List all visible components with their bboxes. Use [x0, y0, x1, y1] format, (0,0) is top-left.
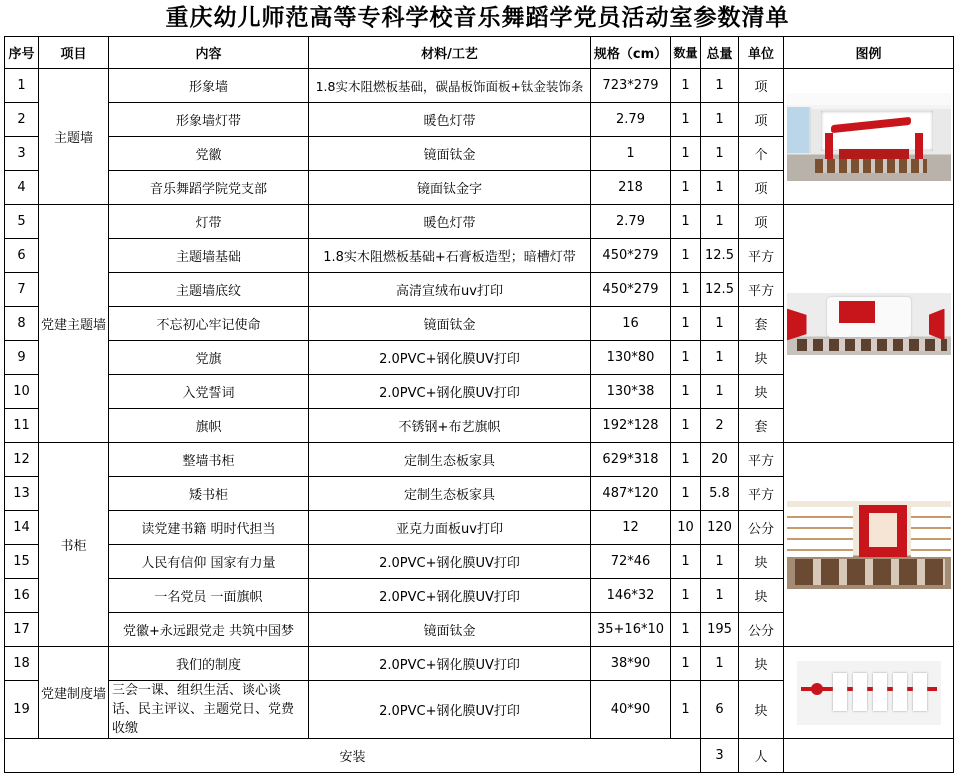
cell-qty: 1	[671, 477, 701, 511]
cell-qty: 1	[671, 137, 701, 171]
cell-no: 7	[5, 273, 39, 307]
cell-qty: 1	[671, 341, 701, 375]
cell-material: 2.0PVC+钢化膜UV打印	[309, 545, 591, 579]
cell-total: 5.8	[701, 477, 739, 511]
header-legend: 图例	[784, 37, 954, 69]
cell-content: 一名党员 一面旗帜	[109, 579, 309, 613]
cell-qty: 1	[671, 545, 701, 579]
cell-no: 8	[5, 307, 39, 341]
cell-unit: 平方	[739, 273, 784, 307]
cell-qty: 1	[671, 579, 701, 613]
cell-unit: 项	[739, 103, 784, 137]
cell-material: 1.8实木阻燃板基础+石膏板造型；暗槽灯带	[309, 239, 591, 273]
cell-spec: 629*318	[591, 443, 671, 477]
header-material: 材料/工艺	[309, 37, 591, 69]
cell-no: 13	[5, 477, 39, 511]
cell-total: 1	[701, 647, 739, 681]
header-spec: 规格（cm）	[591, 37, 671, 69]
cell-spec: 38*90	[591, 647, 671, 681]
cell-material: 暖色灯带	[309, 205, 591, 239]
cell-material: 高清宣绒布uv打印	[309, 273, 591, 307]
cell-no: 10	[5, 375, 39, 409]
cell-unit: 块	[739, 681, 784, 739]
cell-qty: 1	[671, 409, 701, 443]
cell-qty: 1	[671, 239, 701, 273]
cell-total: 1	[701, 171, 739, 205]
cell-material: 镜面钛金	[309, 307, 591, 341]
header-qty: 数量	[671, 37, 701, 69]
install-row	[5, 739, 954, 773]
cell-spec: 130*38	[591, 375, 671, 409]
cell-total: 6	[701, 681, 739, 739]
cell-no: 14	[5, 511, 39, 545]
cell-spec: 218	[591, 171, 671, 205]
table-header-row	[5, 37, 954, 69]
cell-no: 4	[5, 171, 39, 205]
cell-material: 2.0PVC+钢化膜UV打印	[309, 579, 591, 613]
cell-content: 矮书柜	[109, 477, 309, 511]
header-content: 内容	[109, 37, 309, 69]
cell-qty: 1	[671, 443, 701, 477]
cell-qty: 1	[671, 205, 701, 239]
table-row	[5, 69, 954, 103]
cell-content: 党旗	[109, 341, 309, 375]
cell-unit: 套	[739, 307, 784, 341]
cell-material: 亚克力面板uv打印	[309, 511, 591, 545]
cell-material: 镜面钛金	[309, 137, 591, 171]
cell-total: 1	[701, 341, 739, 375]
cell-total: 12.5	[701, 239, 739, 273]
cell-qty: 1	[671, 375, 701, 409]
cell-material: 2.0PVC+钢化膜UV打印	[309, 647, 591, 681]
cell-spec: 40*90	[591, 681, 671, 739]
cell-no: 17	[5, 613, 39, 647]
cell-total: 195	[701, 613, 739, 647]
cell-content: 三会一课、组织生活、谈心谈话、民主评议、主题党日、党费收缴	[109, 681, 309, 739]
cell-unit: 平方	[739, 477, 784, 511]
table-row	[5, 443, 954, 477]
cell-qty: 1	[671, 273, 701, 307]
cell-content: 主题墙底纹	[109, 273, 309, 307]
cell-total: 1	[701, 137, 739, 171]
cell-material: 定制生态板家具	[309, 477, 591, 511]
regulation-wall-image	[797, 661, 941, 725]
cell-content: 党徽+永远跟党走 共筑中国梦	[109, 613, 309, 647]
cell-unit: 平方	[739, 443, 784, 477]
cell-unit: 公分	[739, 511, 784, 545]
cell-unit: 块	[739, 647, 784, 681]
cell-total: 1	[701, 69, 739, 103]
cell-material: 暖色灯带	[309, 103, 591, 137]
cell-unit: 个	[739, 137, 784, 171]
cell-content: 党徽	[109, 137, 309, 171]
cell-total: 1	[701, 545, 739, 579]
cell-no: 16	[5, 579, 39, 613]
table-row	[5, 647, 954, 681]
cell-qty: 1	[671, 103, 701, 137]
cell-total: 20	[701, 443, 739, 477]
cell-unit: 项	[739, 69, 784, 103]
header-unit: 单位	[739, 37, 784, 69]
cell-content: 主题墙基础	[109, 239, 309, 273]
install-legend-empty	[784, 739, 954, 773]
cell-content: 不忘初心牢记使命	[109, 307, 309, 341]
cell-content: 灯带	[109, 205, 309, 239]
cell-spec: 192*128	[591, 409, 671, 443]
cell-total: 1	[701, 205, 739, 239]
cell-qty: 1	[671, 613, 701, 647]
cell-content: 形象墙灯带	[109, 103, 309, 137]
legend-picture-cell	[784, 443, 954, 647]
header-item: 项目	[39, 37, 109, 69]
meeting-room-image	[787, 93, 951, 181]
cell-spec: 487*120	[591, 477, 671, 511]
cell-content: 旗帜	[109, 409, 309, 443]
cell-unit: 块	[739, 579, 784, 613]
cell-spec: 723*279	[591, 69, 671, 103]
cell-qty: 1	[671, 647, 701, 681]
cell-total: 1	[701, 375, 739, 409]
cell-content: 形象墙	[109, 69, 309, 103]
cell-spec: 130*80	[591, 341, 671, 375]
cell-no: 1	[5, 69, 39, 103]
cell-spec: 450*279	[591, 273, 671, 307]
cell-material: 1.8实木阻燃板基础，碳晶板饰面板+钛金装饰条	[309, 69, 591, 103]
cell-unit: 块	[739, 341, 784, 375]
cell-spec: 12	[591, 511, 671, 545]
cell-unit: 项	[739, 171, 784, 205]
page-title: 重庆幼儿师范高等专科学校音乐舞蹈学党员活动室参数清单	[165, 5, 790, 31]
cell-spec: 35+16*10	[591, 613, 671, 647]
cell-qty: 10	[671, 511, 701, 545]
cell-total: 1	[701, 579, 739, 613]
cell-qty: 1	[671, 681, 701, 739]
table-row	[5, 205, 954, 239]
install-label: 安装	[5, 739, 701, 773]
cell-spec: 450*279	[591, 239, 671, 273]
cell-no: 18	[5, 647, 39, 681]
bookshelf-image	[787, 501, 951, 589]
cell-no: 6	[5, 239, 39, 273]
group-cell: 党建制度墙	[39, 647, 109, 739]
cell-unit: 块	[739, 545, 784, 579]
cell-spec: 2.79	[591, 205, 671, 239]
cell-no: 19	[5, 681, 39, 739]
install-unit: 人	[739, 739, 784, 773]
install-total: 3	[701, 739, 739, 773]
cell-qty: 1	[671, 307, 701, 341]
legend-picture-cell	[784, 69, 954, 205]
cell-content: 整墙书柜	[109, 443, 309, 477]
cell-no: 12	[5, 443, 39, 477]
cell-total: 120	[701, 511, 739, 545]
cell-no: 2	[5, 103, 39, 137]
cell-no: 15	[5, 545, 39, 579]
cell-content: 入党誓词	[109, 375, 309, 409]
cell-unit: 平方	[739, 239, 784, 273]
cell-material: 2.0PVC+钢化膜UV打印	[309, 375, 591, 409]
cell-material: 定制生态板家具	[309, 443, 591, 477]
cell-material: 镜面钛金字	[309, 171, 591, 205]
cell-no: 5	[5, 205, 39, 239]
cell-unit: 公分	[739, 613, 784, 647]
header-no: 序号	[5, 37, 39, 69]
cell-spec: 16	[591, 307, 671, 341]
cell-spec: 72*46	[591, 545, 671, 579]
cell-unit: 块	[739, 375, 784, 409]
parameter-table	[4, 36, 954, 773]
cell-spec: 1	[591, 137, 671, 171]
party-wall-image	[787, 293, 951, 355]
legend-picture-cell	[784, 205, 954, 443]
cell-content: 人民有信仰 国家有力量	[109, 545, 309, 579]
cell-material: 不锈钢+布艺旗帜	[309, 409, 591, 443]
cell-unit: 项	[739, 205, 784, 239]
header-total: 总量	[701, 37, 739, 69]
cell-total: 1	[701, 307, 739, 341]
cell-total: 12.5	[701, 273, 739, 307]
cell-spec: 146*32	[591, 579, 671, 613]
cell-no: 9	[5, 341, 39, 375]
cell-unit: 套	[739, 409, 784, 443]
cell-spec: 2.79	[591, 103, 671, 137]
cell-content: 音乐舞蹈学院党支部	[109, 171, 309, 205]
cell-total: 2	[701, 409, 739, 443]
group-cell: 党建主题墙	[39, 205, 109, 443]
cell-qty: 1	[671, 171, 701, 205]
group-cell: 书柜	[39, 443, 109, 647]
cell-no: 3	[5, 137, 39, 171]
cell-total: 1	[701, 103, 739, 137]
cell-qty: 1	[671, 69, 701, 103]
cell-content: 读党建书籍 明时代担当	[109, 511, 309, 545]
legend-picture-cell	[784, 647, 954, 739]
cell-material: 镜面钛金	[309, 613, 591, 647]
cell-material: 2.0PVC+钢化膜UV打印	[309, 681, 591, 739]
cell-no: 11	[5, 409, 39, 443]
cell-material: 2.0PVC+钢化膜UV打印	[309, 341, 591, 375]
cell-content: 我们的制度	[109, 647, 309, 681]
group-cell: 主题墙	[39, 69, 109, 205]
